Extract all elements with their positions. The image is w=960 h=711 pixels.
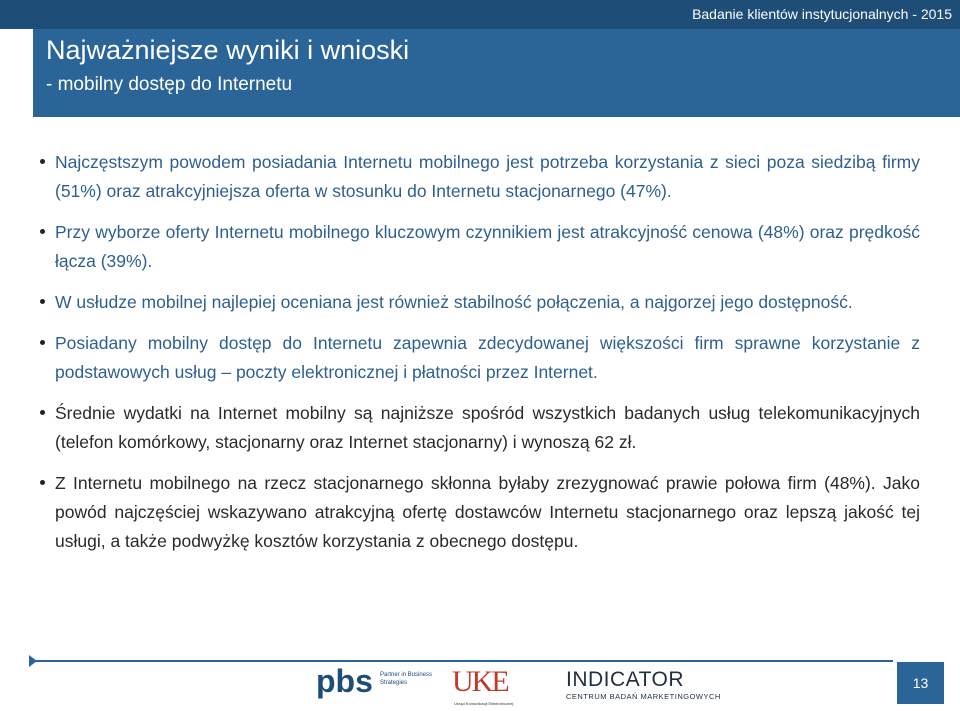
indicator-logo xyxy=(566,668,756,704)
survey-label: Badanie klientów instytucjonalnych - 2015 xyxy=(692,6,952,22)
bullet-item-3 xyxy=(40,288,920,317)
bullet-dot-icon xyxy=(40,229,45,234)
bullet-item-1 xyxy=(40,148,920,206)
top-bar xyxy=(0,0,960,29)
pbs-logo xyxy=(316,663,446,703)
bullet-dot-icon xyxy=(40,299,45,304)
bullet-item-5 xyxy=(40,399,920,457)
bullet-dot-icon xyxy=(40,340,45,345)
bullet-text: Przy wyborze oferty Internetu mobilnego kluczowym czynnikiem jest atrakcyjność cenowa (48%) oraz prędkość łącza (39%). xyxy=(55,222,920,271)
bullet-item-4 xyxy=(40,329,920,387)
bullet-item-6 xyxy=(40,469,920,556)
page-number: 13 xyxy=(897,662,944,704)
indicator-logo-mark: INDICATOR xyxy=(566,668,685,691)
bullet-list xyxy=(40,148,920,568)
arrow-icon xyxy=(29,655,37,667)
bullet-dot-icon xyxy=(40,159,45,164)
bullet-dot-icon xyxy=(40,410,45,415)
bullet-text: Z Internetu mobilnego na rzecz stacjonarnego skłonna byłaby zrezygnować prawie połowa firm (48%). Jako powód najczęściej wskazywano atrakcyjną ofertę dostawców Internetu stacjonarnego oraz lepszą jakość tej usługi, a także podwyżkę kosztów korzystania z obecnego dostępu. xyxy=(55,473,920,551)
bullet-text: Średnie wydatki na Internet mobilny są najniższe spośród wszystkich badanych usług telekomunikacyjnych (telefon komórkowy, stacjonarny oraz Internet stacjonarny) i wynoszą 62 zł. xyxy=(55,403,920,452)
bullet-text: Najczęstszym powodem posiadania Internetu mobilnego jest potrzeba korzystania z sieci poza siedzibą firmy (51%) oraz atrakcyjniejsza oferta w stosunku do Internetu stacjonarnego (47%). xyxy=(55,152,920,201)
uke-logo-sub: Urząd Komunikacji Elektronicznej xyxy=(454,701,514,706)
pbs-logo-sub: Partner in Business Strategies xyxy=(380,672,433,686)
pbs-logo-mark: pbs xyxy=(316,663,373,699)
footer-divider xyxy=(33,660,893,662)
bullet-item-2 xyxy=(40,218,920,276)
bullet-text: Posiadany mobilny dostęp do Internetu zapewnia zdecydowanej większości firm sprawne korzystanie z podstawowych usług – poczty elektronicznej i płatności przez Internet. xyxy=(55,333,920,382)
bullet-dot-icon xyxy=(40,480,45,485)
indicator-logo-sub: CENTRUM BADAŃ MARKETINGOWYCH xyxy=(566,692,721,701)
uke-logo xyxy=(452,663,530,707)
page-subtitle: - mobilny dostęp do Internetu xyxy=(46,74,293,95)
title-box xyxy=(33,29,960,117)
bullet-text: W usłudze mobilnej najlepiej oceniana jest również stabilność połączenia, a najgorzej jego dostępność. xyxy=(55,292,853,312)
uke-logo-mark: UKE xyxy=(452,665,508,698)
page-title: Najważniejsze wyniki i wnioski xyxy=(46,35,410,65)
